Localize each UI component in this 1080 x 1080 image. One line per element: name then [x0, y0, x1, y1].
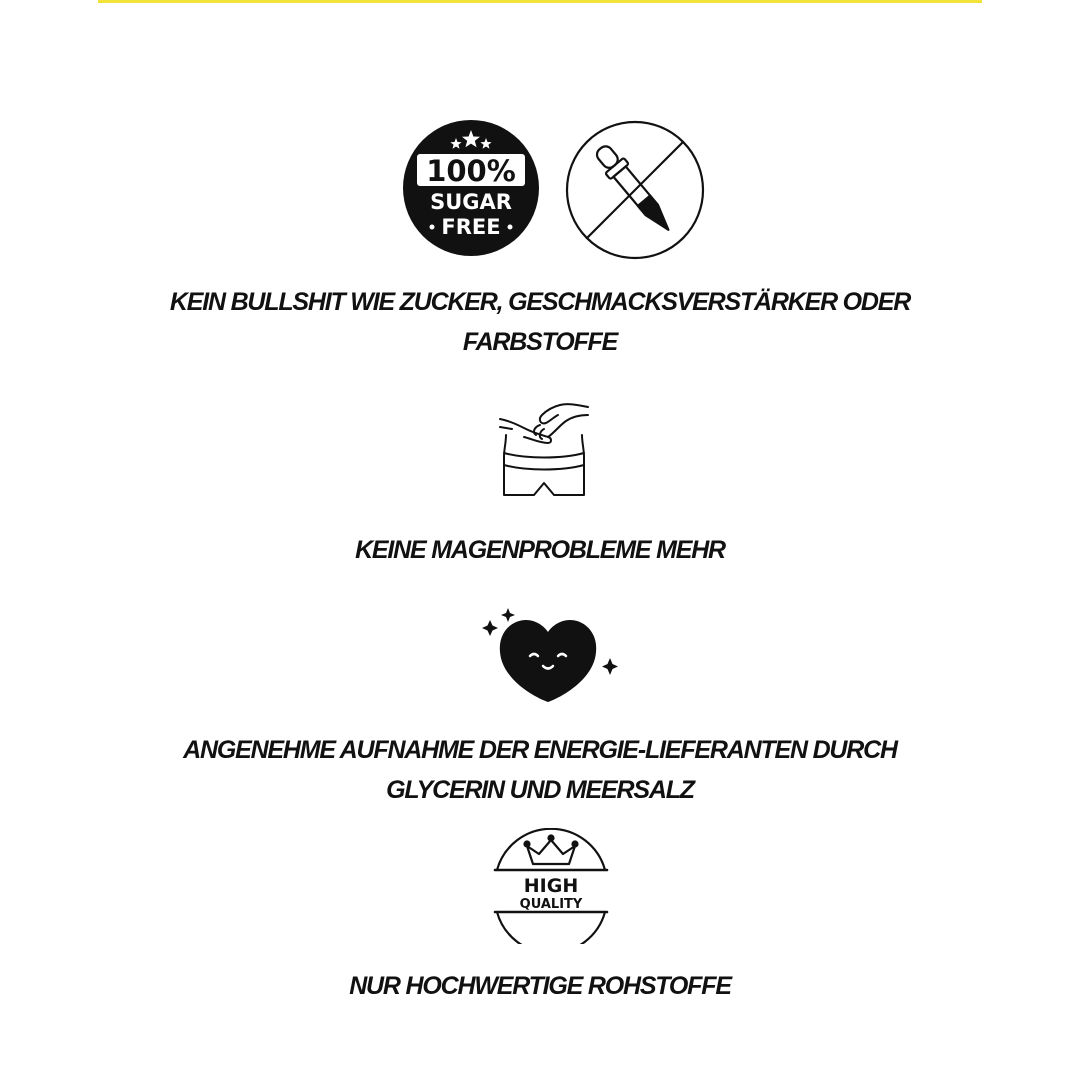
stomach-hands-icon — [496, 395, 592, 501]
feature-text-no-stomach-problems: KEINE MAGENPROBLEME MEHR — [355, 536, 725, 564]
smiling-heart-icon — [478, 600, 618, 708]
feature-text-energy-absorption: ANGENEHME AUFNAHME DER ENERGIE-LIEFERANTEN DURCH GLYCERIN UND MEERSALZ — [183, 736, 897, 804]
badge-sugar-text: SUGAR — [430, 190, 512, 214]
badge-high-text: HIGH — [523, 875, 579, 897]
top-accent-line — [98, 0, 982, 3]
badge-quality-text: QUALITY — [519, 897, 583, 912]
badge-free-text: FREE — [441, 215, 501, 239]
feature-text-high-quality: NUR HOCHWERTIGE ROHSTOFFE — [349, 972, 731, 1000]
feature-text-no-additives: KEIN BULLSHIT WIE ZUCKER, GESCHMACKSVERSTÄRKER ODER FARBSTOFFE — [169, 288, 911, 356]
high-quality-crown-badge-icon — [493, 828, 609, 944]
sugar-free-badge-icon — [401, 118, 541, 258]
no-dropper-icon — [565, 120, 705, 260]
badge-percent-text: 100% — [426, 154, 516, 188]
